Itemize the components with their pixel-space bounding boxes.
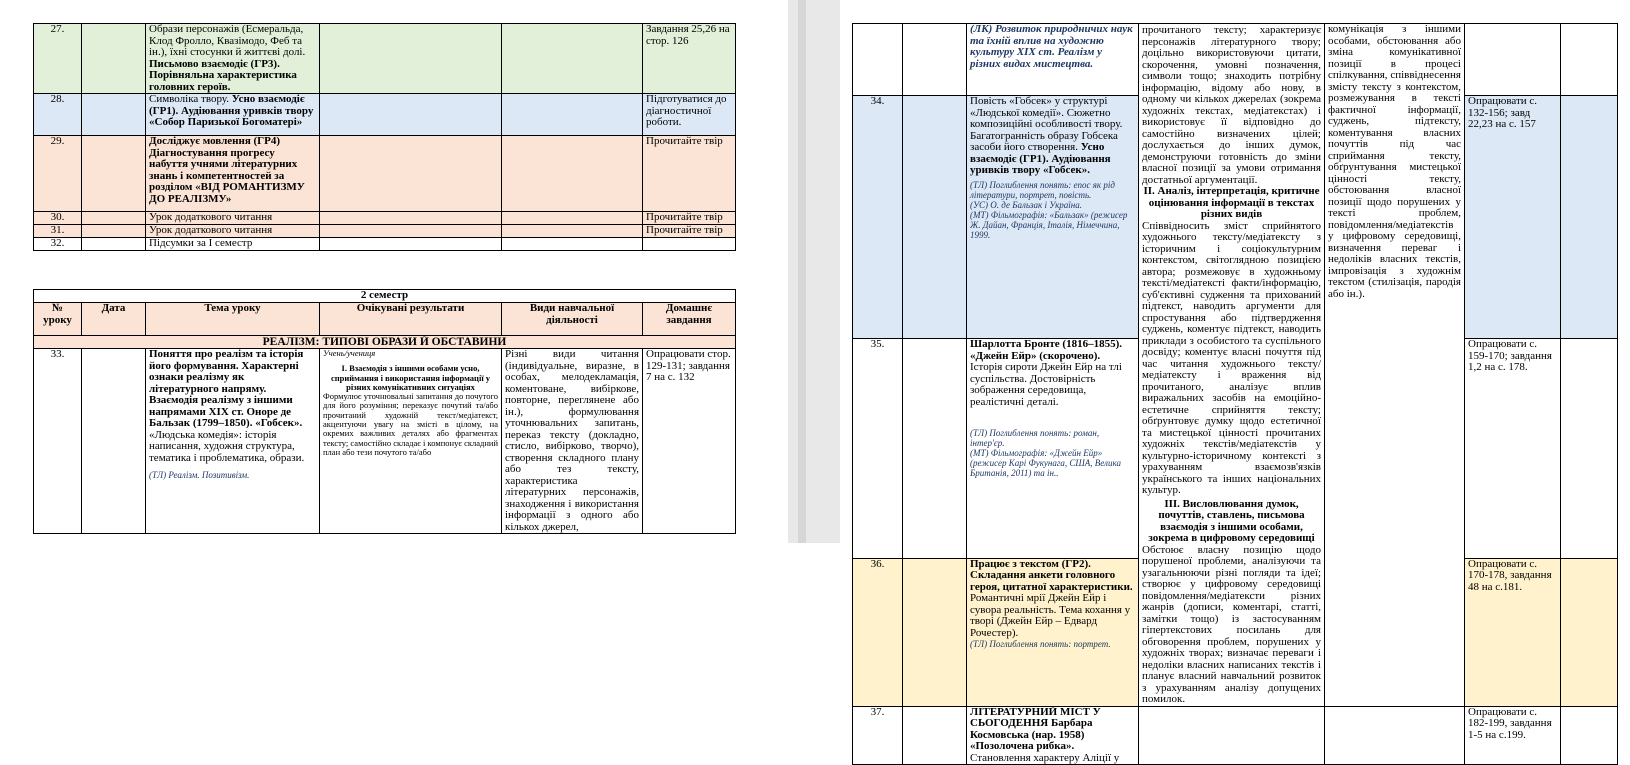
topic-text: Історія сироти Джейн Ейр на тлі суспільства. Достовірність зображення середовища, реалістичні деталі. xyxy=(970,361,1122,408)
date-cell xyxy=(903,339,967,559)
topic-bold-text: Працює з текстом (ГР2). Складання анкети головного героя, цитатної характеристики. xyxy=(970,557,1133,593)
topic-bold-text: Усно взаємодіє (ГР1). Аудіювання уривків твору «Гобсек». xyxy=(970,141,1111,177)
topic-text: Романтичні мрії Джейн Ейр і сувора реальність. Тема кохання у творі (Джейн Ейр – Едвард Рочестер). xyxy=(970,592,1131,639)
homework-cell: Підготуватися до діагностичної роботи. xyxy=(643,94,736,136)
header-results: Очікувані результати xyxy=(320,303,502,336)
homework-cell: Опрацювати с. 132-156; завд 22,23 на с. 157 xyxy=(1465,96,1561,339)
activities-cell xyxy=(502,225,643,238)
activities-cell xyxy=(502,94,643,136)
activities-cell: Різні види читання (індивідуальне, виразне, в особах, мелодекламація, коментоване, вибіркове, повторне, переглянене або ін.), формулювання уточнювальних запитань, переказ тексту (докладно, стисло, вибірково, творчо), створення складного плану або тез тексту, характеристика літературних персонажів, знаходження і використання інформації з одного або кількох джерел, xyxy=(502,349,643,534)
homework-cell: Опрацювати стор. 129-131; завдання 7 на с. 132 xyxy=(643,349,736,534)
section-row xyxy=(34,336,736,349)
lesson-topic xyxy=(146,349,320,534)
date-cell xyxy=(82,349,146,534)
date-cell xyxy=(903,706,967,765)
date-cell xyxy=(82,94,146,136)
lesson-number: 28. xyxy=(34,94,82,136)
homework-cell xyxy=(643,238,736,251)
topic-text: Повість «Гобсек» у структурі «Людської комедії». Сюжетно композиційні особливості твору. Багатогранність образу Гобсека засоби його створення. xyxy=(970,95,1123,154)
topic-note: (ТЛ) Поглиблення понять: епос як рід літератури, портрет, повість. xyxy=(970,179,1115,200)
results-cell xyxy=(320,349,502,534)
header-row xyxy=(34,303,736,336)
date-cell xyxy=(82,24,146,94)
lesson-number: 27. xyxy=(34,24,82,94)
extra-cell xyxy=(1561,339,1618,559)
extra-cell xyxy=(1561,96,1618,339)
lesson-number: 37. xyxy=(853,706,903,765)
results-heading: ІІІ. Висловлювання думок, почуттів, ставлень, письмова взаємодія з іншими особами, зокрема в цифровому середовищі xyxy=(1148,497,1315,544)
header-topic: Тема уроку xyxy=(146,303,320,336)
lesson-topic: Урок додаткового читання xyxy=(146,225,320,238)
topic-note: (ТЛ) Реалізм. Позитивізм. xyxy=(149,470,250,480)
topic-note: (МТ) Фільмографія: «Бальзак» (режисер Ж. Дайан, Франція, Італія, Німеччина, 1999. xyxy=(970,209,1128,240)
homework-cell: Опрацювати с. 170-178, завдання 48 на с.181. xyxy=(1465,558,1561,706)
header-number: № уроку xyxy=(34,303,82,336)
lesson-topic xyxy=(146,94,320,136)
extra-cell xyxy=(1561,706,1618,765)
results-heading: І. Взаємодія з іншими особами усно, сприймання і використання інформації у різних комунікативних ситуаціях xyxy=(330,363,491,392)
homework-cell: Прочитайте твір xyxy=(643,136,736,212)
date-cell xyxy=(903,558,967,706)
right-document-page xyxy=(840,0,1630,764)
lesson-number: 35. xyxy=(853,339,903,559)
results-lead: Учень/учениця xyxy=(323,348,376,358)
date-cell xyxy=(903,96,967,339)
page-gutter xyxy=(788,0,840,543)
lesson-topic xyxy=(967,339,1139,559)
results-cell xyxy=(320,212,502,225)
lesson-topic: Урок додаткового читання xyxy=(146,212,320,225)
topic-bold-text: Поняття про реалізм та історія його формування. Характерні ознаки реалізму як літературного напряму. Взаємодія реалізму з іншими напрямами ХІХ ст. Оноре де Бальзак (1799–1850). «Гобсек». xyxy=(149,348,304,429)
topic-note: (ЛК) Розвиток природничих наук та їхній вплив на художню культуру ХІХ ст. Реалізм у різних видах мистецтва. xyxy=(967,24,1139,96)
lesson-number: 30. xyxy=(34,212,82,225)
date-cell xyxy=(82,136,146,212)
date-cell xyxy=(903,24,967,96)
section-title: РЕАЛІЗМ: ТИПОВІ ОБРАЗИ Й ОБСТАВИНИ xyxy=(34,336,736,349)
table-row xyxy=(34,136,736,212)
header-date: Дата xyxy=(82,303,146,336)
topic-note: (МТ) Фільмографія: «Джейн Ейр» (режисер Карі Фукунага, США, Велика Британія, 2011) та ін.. xyxy=(970,448,1121,479)
homework-cell: Опрацювати с. 182-199, завдання 1-5 на с.199. xyxy=(1465,706,1561,765)
homework-cell: Прочитайте твір xyxy=(643,212,736,225)
date-cell xyxy=(82,238,146,251)
table-row xyxy=(34,349,736,534)
topic-bold-text: Усно взаємодіє (ГР1). Аудіювання уривків твору «Собор Паризької Богоматері» xyxy=(149,93,314,128)
results-cell xyxy=(1139,24,1325,707)
homework-cell xyxy=(1465,24,1561,96)
topic-text: Становлення характеру Аліції у xyxy=(970,751,1120,764)
table-row xyxy=(853,706,1618,765)
number-cell xyxy=(853,24,903,96)
results-cell xyxy=(320,136,502,212)
activities-cell xyxy=(502,24,643,94)
lesson-topic xyxy=(967,558,1139,706)
lesson-topic: Досліджує мовлення (ГР4) Діагностування прогресу набуття учнями літературних знань і компетентностей за розділом «ВІД РОМАНТИЗМУ ДО РЕАЛІЗМУ» xyxy=(146,136,320,212)
semester-title: 2 семестр xyxy=(34,290,736,303)
extra-cell xyxy=(1561,24,1618,96)
results-text: прочитаного тексту; характеризує персонажів літературного твору; доцільно використовуючи цитати, скорочення, умовні позначення, символи тощо; знаходить потрібну інформацію, відому або нову, в одному чи кількох джерелах (зокрема художніх текстах, медіатекстах) і використовує її відповідно до самостійно визначених цілей; дослухається до інших думок, демонструючи готовність до зміни власної позиції за умови отримання достатньої аргументації. xyxy=(1142,24,1321,186)
lesson-number: 33. xyxy=(34,349,82,534)
extra-cell xyxy=(1561,558,1618,706)
activities-cell xyxy=(502,238,643,251)
activities-cell xyxy=(502,136,643,212)
topic-bold-text: Письмово взаємодіє (ГР3). Порівняльна характеристика головних героїв. xyxy=(149,57,297,93)
results-cell xyxy=(320,238,502,251)
header-homework: Домашнє завдання xyxy=(643,303,736,336)
date-cell xyxy=(82,225,146,238)
activities-cell: комунікація з іншими особами, обстоювання або зміна комунікативної позиції в процесі спілкування, співвіднесення змісту тексту з контекстом, розмежування в тексті фактичної інформації, суджень, підтексту, коментування власних почуттів під час сприймання тексту, обґрунтування мистецької цінності тексту, обстоювання власної позиції щодо порушених у тексті проблем, повідомлення/медіатекстів у цифровому середовищі, визначення переваг і недоліків власних текстів, імпровізація з художнім текстом (стилізація, пародія або ін.). xyxy=(1325,24,1465,707)
date-cell xyxy=(82,212,146,225)
topic-note: (ТЛ) Поглиблення понять: портрет. xyxy=(970,639,1111,650)
activities-cell xyxy=(1325,706,1465,765)
homework-cell: Завдання 25,26 на стор. 126 xyxy=(643,24,736,94)
results-cell xyxy=(320,24,502,94)
table-row xyxy=(34,212,736,225)
activities-cell xyxy=(502,212,643,225)
lesson-table-right xyxy=(852,23,1618,765)
lesson-topic: Підсумки за І семестр xyxy=(146,238,320,251)
results-cell xyxy=(320,225,502,238)
topic-bold-text: ЛІТЕРАТУРНИЙ МІСТ У СЬОГОДЕННЯ Барбара Космовська (нар. 1958) «Позолочена рибка». xyxy=(970,705,1101,752)
topic-bold-text: Шарлотта Бронте (1816–1855). «Джейн Ейр» (скорочено). xyxy=(970,338,1122,362)
results-body: Формулює уточнювальні запитання до почутого для його розуміння; переказує почутий та/або прочитаний художній текст/медіатекст, акцентуючи увагу на змісті в цілому, на окремих важливих деталях або фрагментах тексту; самостійно складає і компонує складний план або тези почутого та/або xyxy=(323,391,498,457)
homework-cell: Прочитайте твір xyxy=(643,225,736,238)
lesson-number: 34. xyxy=(853,96,903,339)
lesson-number: 36. xyxy=(853,558,903,706)
left-document-page xyxy=(0,0,788,543)
lesson-topic xyxy=(967,706,1139,765)
topic-text: Образи персонажів (Есмеральда, Клод Фролло, Квазімодо, Феб та ін.), їхні стосунки й життєві долі. xyxy=(149,23,306,58)
results-text: Співвідносить зміст сприйнятого художнього тексту/медіатексту з історичним і соціокультурним контекстом, світоглядною позицією автора; розмежовує в художньому тексті/медіатексті факти/інформацію, суб'єктивні судження та прихований підтекст, наводить аргументи для спростування або підтвердження суджень, коментує підтекст, наводить приклади з особистого та суспільного досвіду; коментує власні почуття під час читання художнього тексту/медіатексту і враження від прочитаного, аналізує вплив виражальних засобів на емоційно-естетичне сприйняття тексту; обґрунтовує думку щодо естетичної та мистецької цінності прочитаних художніх текстів/медіатекстів у культурно-історичному контексті з урахуванням взаємозв'язків українського та інших національних культур. xyxy=(1142,219,1321,496)
topic-text: «Людська комедія»: історія написання, художня структура, тематика і проблематика, образи. xyxy=(149,428,305,464)
results-cell xyxy=(1139,706,1325,765)
semester-row xyxy=(34,290,736,303)
topic-note: (ТЛ) Поглиблення понять: роман, інтер'єр. xyxy=(970,428,1100,449)
lesson-topic xyxy=(146,24,320,94)
lesson-table-upper xyxy=(33,23,736,251)
table-row xyxy=(34,238,736,251)
table-row xyxy=(34,225,736,238)
topic-note: (УС) О. де Бальзак і Україна. xyxy=(970,199,1083,210)
results-heading: ІІ. Аналіз, інтерпретація, критичне оцінювання інформації в текстах різних видів xyxy=(1143,185,1320,220)
lesson-table-semester-2 xyxy=(33,289,736,534)
table-row xyxy=(34,94,736,136)
results-cell xyxy=(320,94,502,136)
header-activities: Види навчальної діяльності xyxy=(502,303,643,336)
lesson-topic xyxy=(967,96,1139,339)
lesson-number: 31. xyxy=(34,225,82,238)
table-row xyxy=(34,24,736,94)
homework-cell: Опрацювати с. 159-170; завдання 1,2 на с. 178. xyxy=(1465,339,1561,559)
topic-text: Символіка твору. xyxy=(149,93,229,105)
results-text: Обстоює власну позицію щодо порушеної проблеми, аналізуючи та узагальнюючи різні погляди та ідеї; створює у цифровому середовищі повідомлення/медіатексти різних жанрів (дописи, коментарі, статті, замітки тощо) із застосуванням гіпертекстових посилань для обговорення проблем, порушених у художніх творах; визначає переваги і недоліки власних написаних текстів і планує власний навчальний розвиток з урахуванням аналізу допущених помилок. xyxy=(1142,543,1321,705)
table-row xyxy=(853,24,1618,96)
lesson-number: 32. xyxy=(34,238,82,251)
lesson-number: 29. xyxy=(34,136,82,212)
